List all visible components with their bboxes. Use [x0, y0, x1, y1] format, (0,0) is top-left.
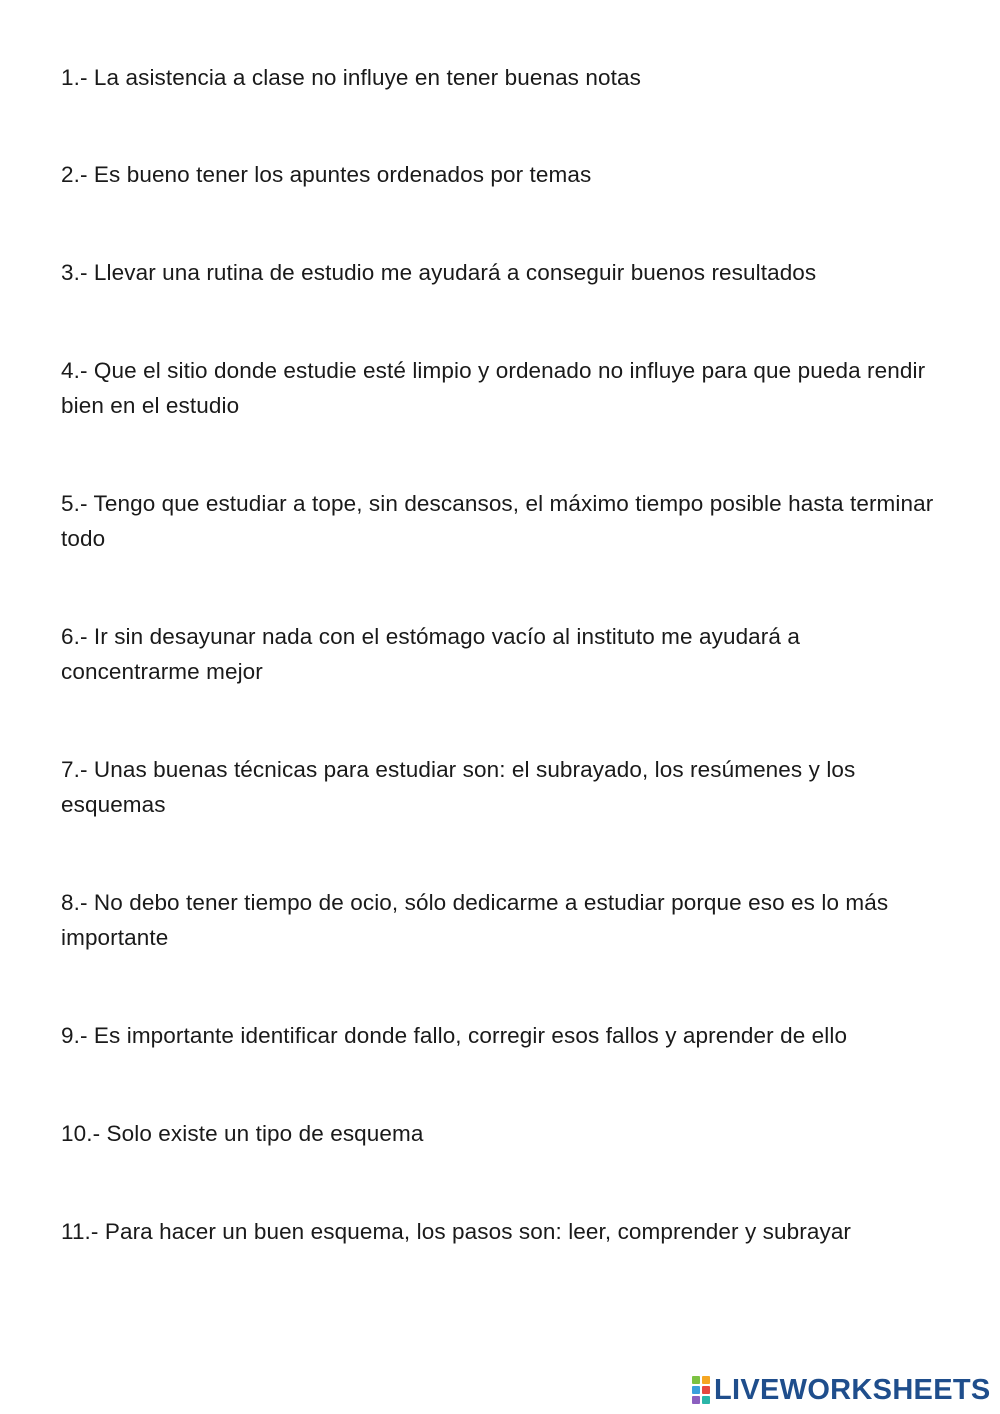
- statement-7: 7.- Unas buenas técnicas para estudiar son: el subrayado, los resúmenes y los esquemas: [61, 757, 856, 817]
- liveworksheets-logo: [692, 1372, 991, 1408]
- statement-3: 3.- Llevar una rutina de estudio me ayudará a conseguir buenos resultados: [61, 260, 817, 285]
- statement-11: 11.- Para hacer un buen esquema, los pasos son: leer, comprender y subrayar: [61, 1219, 852, 1244]
- statement-6: 6.- Ir sin desayunar nada con el estómago vacío al instituto me ayudará a concentrarme mejor: [61, 624, 800, 684]
- logo-icon: [692, 1376, 710, 1404]
- brand-name: LIVEWORKSHEETS: [714, 1373, 991, 1406]
- statement-1: 1.- La asistencia a clase no influye en tener buenas notas: [61, 65, 641, 90]
- statement-2: 2.- Es bueno tener los apuntes ordenados por temas: [61, 162, 592, 187]
- statement-9: 9.- Es importante identificar donde fallo, corregir esos fallos y aprender de ello: [61, 1023, 848, 1048]
- statement-4: 4.- Que el sitio donde estudie esté limpio y ordenado no influye para que pueda rendir bien en el estudio: [61, 358, 926, 418]
- statement-5: 5.- Tengo que estudiar a tope, sin descansos, el máximo tiempo posible hasta terminar todo: [61, 491, 934, 551]
- statement-10: 10.- Solo existe un tipo de esquema: [61, 1121, 424, 1146]
- statement-8: 8.- No debo tener tiempo de ocio, sólo dedicarme a estudiar porque eso es lo más importante: [61, 890, 889, 950]
